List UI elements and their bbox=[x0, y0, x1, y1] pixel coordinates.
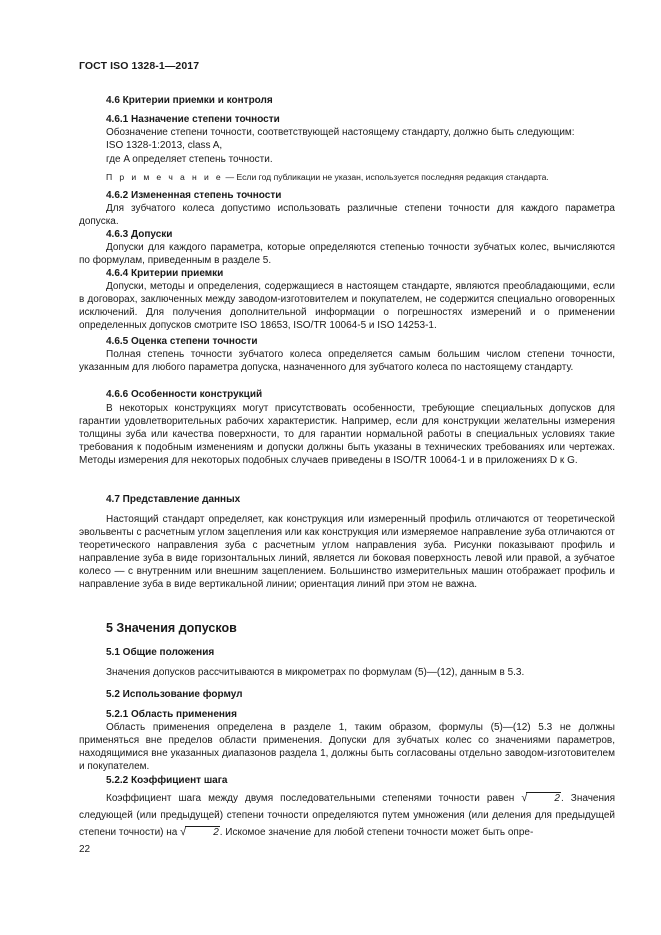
paragraph-5-2-2-part-1: Коэффициент шага между двумя последовательными степенями точности равен bbox=[106, 793, 522, 804]
radical-sign-icon: √ bbox=[521, 792, 528, 804]
section-4-6-5-heading: 4.6.5 Оценка степени точности bbox=[106, 336, 258, 347]
section-5-heading: 5 Значения допусков bbox=[106, 621, 237, 635]
section-4-6-2-heading: 4.6.2 Измененная степень точности bbox=[106, 190, 282, 201]
section-4-6-6-heading: 4.6.6 Особенности конструкций bbox=[106, 389, 263, 400]
note-text: — Если год публикации не указан, используется последняя редакция стандарта. bbox=[223, 172, 549, 182]
section-4-6-4-heading: 4.6.4 Критерии приемки bbox=[106, 268, 224, 279]
paragraph-4-6-1-line-1: Обозначение степени точности, соответствующей настоящему стандарту, должно быть следующим: bbox=[106, 127, 575, 138]
sqrt-2-formula-2 bbox=[180, 827, 220, 838]
paragraph-4-6-2: Для зубчатого колеса допустимо использовать различные степени точности для каждого параметра допуска. bbox=[79, 203, 615, 228]
radical-sign-icon: √ bbox=[180, 826, 187, 838]
paragraph-5-2-2-part-2: . Значения следующей (или предыдущей) степени точности определяются путем умножения (или деления для предыдущей степени точности) на bbox=[79, 793, 615, 838]
paragraph-4-6-4: Допуски, методы и определения, содержащиеся в настоящем стандарте, являются преобладающими, если в договорах, заключенных между заводом-изготовителем и покупателем, не содержится специально оговоренных исключений. Для получения дополнительной информации о погрешностях измерений и о применении определенных допусков смотрите ISO 18653, ISO/TR 10064-5 и ISO 14253-1. bbox=[79, 281, 615, 332]
section-5-1-heading: 5.1 Общие положения bbox=[106, 647, 215, 658]
paragraph-5-2-2 bbox=[79, 790, 615, 842]
radicand: 2 bbox=[185, 826, 220, 838]
paragraph-4-6-1-line-3: где A определяет степень точности. bbox=[106, 154, 273, 165]
section-5-2-2-heading: 5.2.2 Коэффициент шага bbox=[106, 775, 228, 786]
section-5-2-1-heading: 5.2.1 Область применения bbox=[106, 709, 237, 720]
note bbox=[79, 171, 642, 184]
document-header: ГОСТ ISO 1328-1—2017 bbox=[79, 60, 200, 72]
paragraph-5-2-1: Область применения определена в разделе 1, таким образом, формулы (5)—(12) 5.3 не должны применяться вне пределов области применения. Допуски для зубчатых колес со значениями параметров, находящимися вне указанных диапазонов раздела 1, должны быть согласованы отдельно заводом-изготовителем и покупателем. bbox=[79, 722, 615, 773]
note-label: П р и м е ч а н и е bbox=[106, 172, 224, 182]
radicand: 2 bbox=[526, 792, 561, 804]
paragraph-4-6-6: В некоторых конструкциях могут присутствовать особенности, требующие специальных допусков для гарантии удовлетворительных рабочих характеристик. Например, если для конструкции желательны измерения толщины зуба или качества поверхности, то для гарантии нормальной работы в специальных условиях такие требования к подобным изменениям и допуски должны быть указаны в технических требованиях или чертежах. Методы измерения для некоторых подобных случаев приведены в ISO/TR 10064-1 и в приложениях D к G. bbox=[79, 403, 615, 467]
section-4-6-heading: 4.6 Критерии приемки и контроля bbox=[106, 95, 273, 106]
section-4-6-1-heading: 4.6.1 Назначение степени точности bbox=[106, 114, 280, 125]
section-4-6-3-heading: 4.6.3 Допуски bbox=[106, 229, 173, 240]
paragraph-4-6-5: Полная степень точности зубчатого колеса определяется самым большим числом степени точности, указанным для любого параметра допуска, назначенного для зубчатого колеса по настоящему стандарту. bbox=[79, 349, 615, 374]
page-number: 22 bbox=[79, 844, 91, 855]
sqrt-2-formula-1 bbox=[521, 793, 561, 804]
paragraph-4-6-3: Допуски для каждого параметра, которые определяются степенью точности зубчатых колес, вычисляются по формулам, приведенным в разделе 5. bbox=[79, 242, 615, 267]
paragraph-4-6-1-line-2: ISO 1328-1:2013, class A, bbox=[106, 140, 223, 151]
paragraph-4-7: Настоящий стандарт определяет, как конструкция или измеренный профиль отличаются от теоретической эвольвенты с расчетным углом зацепления или как конструкция или измеряемое направление зуба отличаются от теоретического направления зуба с расчетным углом направления зуба. Рисунки показывают профиль и направление зуба в виде горизонтальных линий, является ли боковая поверхность левой или правой, а зубчатое колесо — с внутренним или внешним зацеплением. Большинство измерительных машин отображает профиль и направление зуба в виде вертикальной линии; ориентация линий при этом не важна. bbox=[79, 514, 615, 591]
paragraph-5-1: Значения допусков рассчитываются в микрометрах по формулам (5)—(12), данным в 5.3. bbox=[106, 667, 525, 678]
section-4-7-heading: 4.7 Представление данных bbox=[106, 494, 241, 505]
section-5-2-heading: 5.2 Использование формул bbox=[106, 689, 243, 700]
paragraph-5-2-2-part-3: . Искомое значение для любой степени точности может быть опре- bbox=[219, 827, 534, 838]
